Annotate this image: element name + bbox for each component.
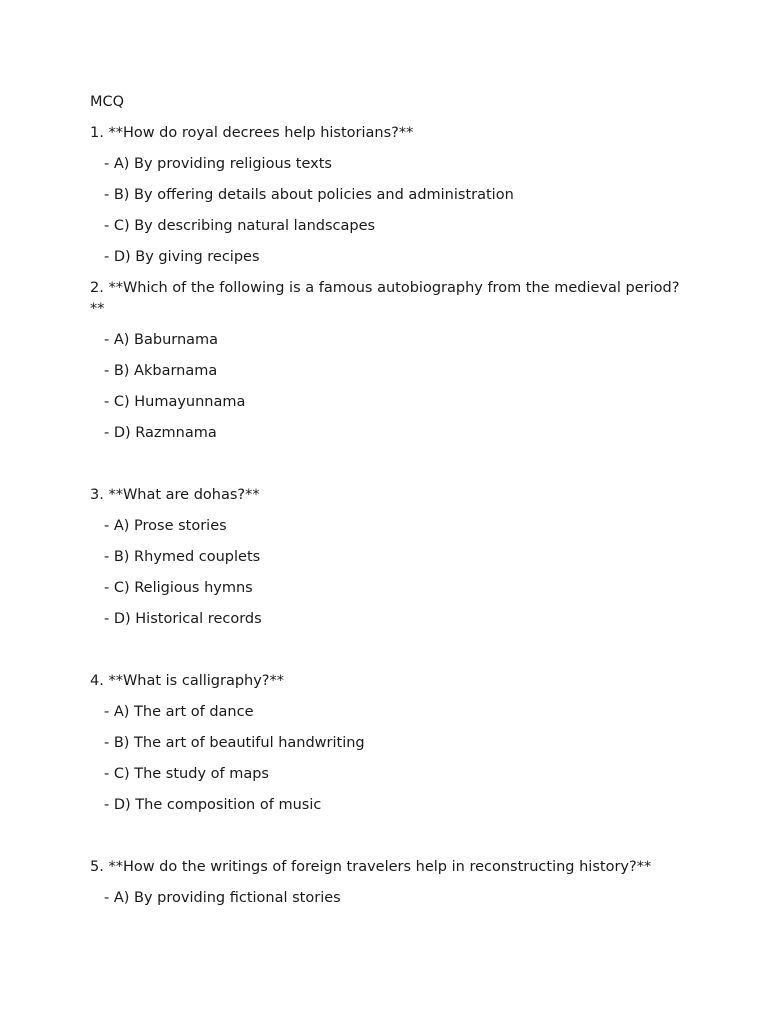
question-block-2	[90, 278, 690, 444]
answer-option: - D) Historical records	[104, 611, 262, 627]
answer-option: - B) The art of beautiful handwriting	[104, 735, 365, 751]
answer-option: - C) Humayunnama	[104, 394, 246, 410]
document-page	[90, 92, 690, 919]
question-text: 3. **What are dohas?**	[90, 487, 260, 503]
answer-option: - D) Razmnama	[104, 425, 217, 441]
answer-option: - C) By describing natural landscapes	[104, 218, 376, 234]
answer-option: - B) By offering details about policies and administration	[104, 187, 514, 203]
question-text: 2. **Which of the following is a famous autobiography from the medieval period?**	[90, 280, 680, 317]
question-text: 4. **What is calligraphy?**	[90, 673, 285, 689]
answer-option: - A) By providing fictional stories	[104, 890, 341, 906]
answer-option: - C) Religious hymns	[104, 580, 253, 596]
answer-option: - D) By giving recipes	[104, 249, 260, 265]
document-heading: MCQ	[90, 94, 125, 110]
question-block-5	[90, 857, 690, 909]
answer-option: - B) Rhymed couplets	[104, 549, 261, 565]
answer-option: - A) Baburnama	[104, 332, 219, 348]
question-block-3	[90, 485, 690, 630]
answer-option: - D) The composition of music	[104, 797, 322, 813]
question-text: 1. **How do royal decrees help historians?**	[90, 125, 414, 141]
question-text: 5. **How do the writings of foreign travelers help in reconstructing history?**	[90, 859, 652, 875]
answer-option: - C) The study of maps	[104, 766, 269, 782]
answer-option: - A) The art of dance	[104, 704, 254, 720]
answer-option: - A) Prose stories	[104, 518, 227, 534]
question-block-1	[90, 123, 690, 268]
question-block-4	[90, 671, 690, 816]
answer-option: - A) By providing religious texts	[104, 156, 332, 172]
answer-option: - B) Akbarnama	[104, 363, 218, 379]
